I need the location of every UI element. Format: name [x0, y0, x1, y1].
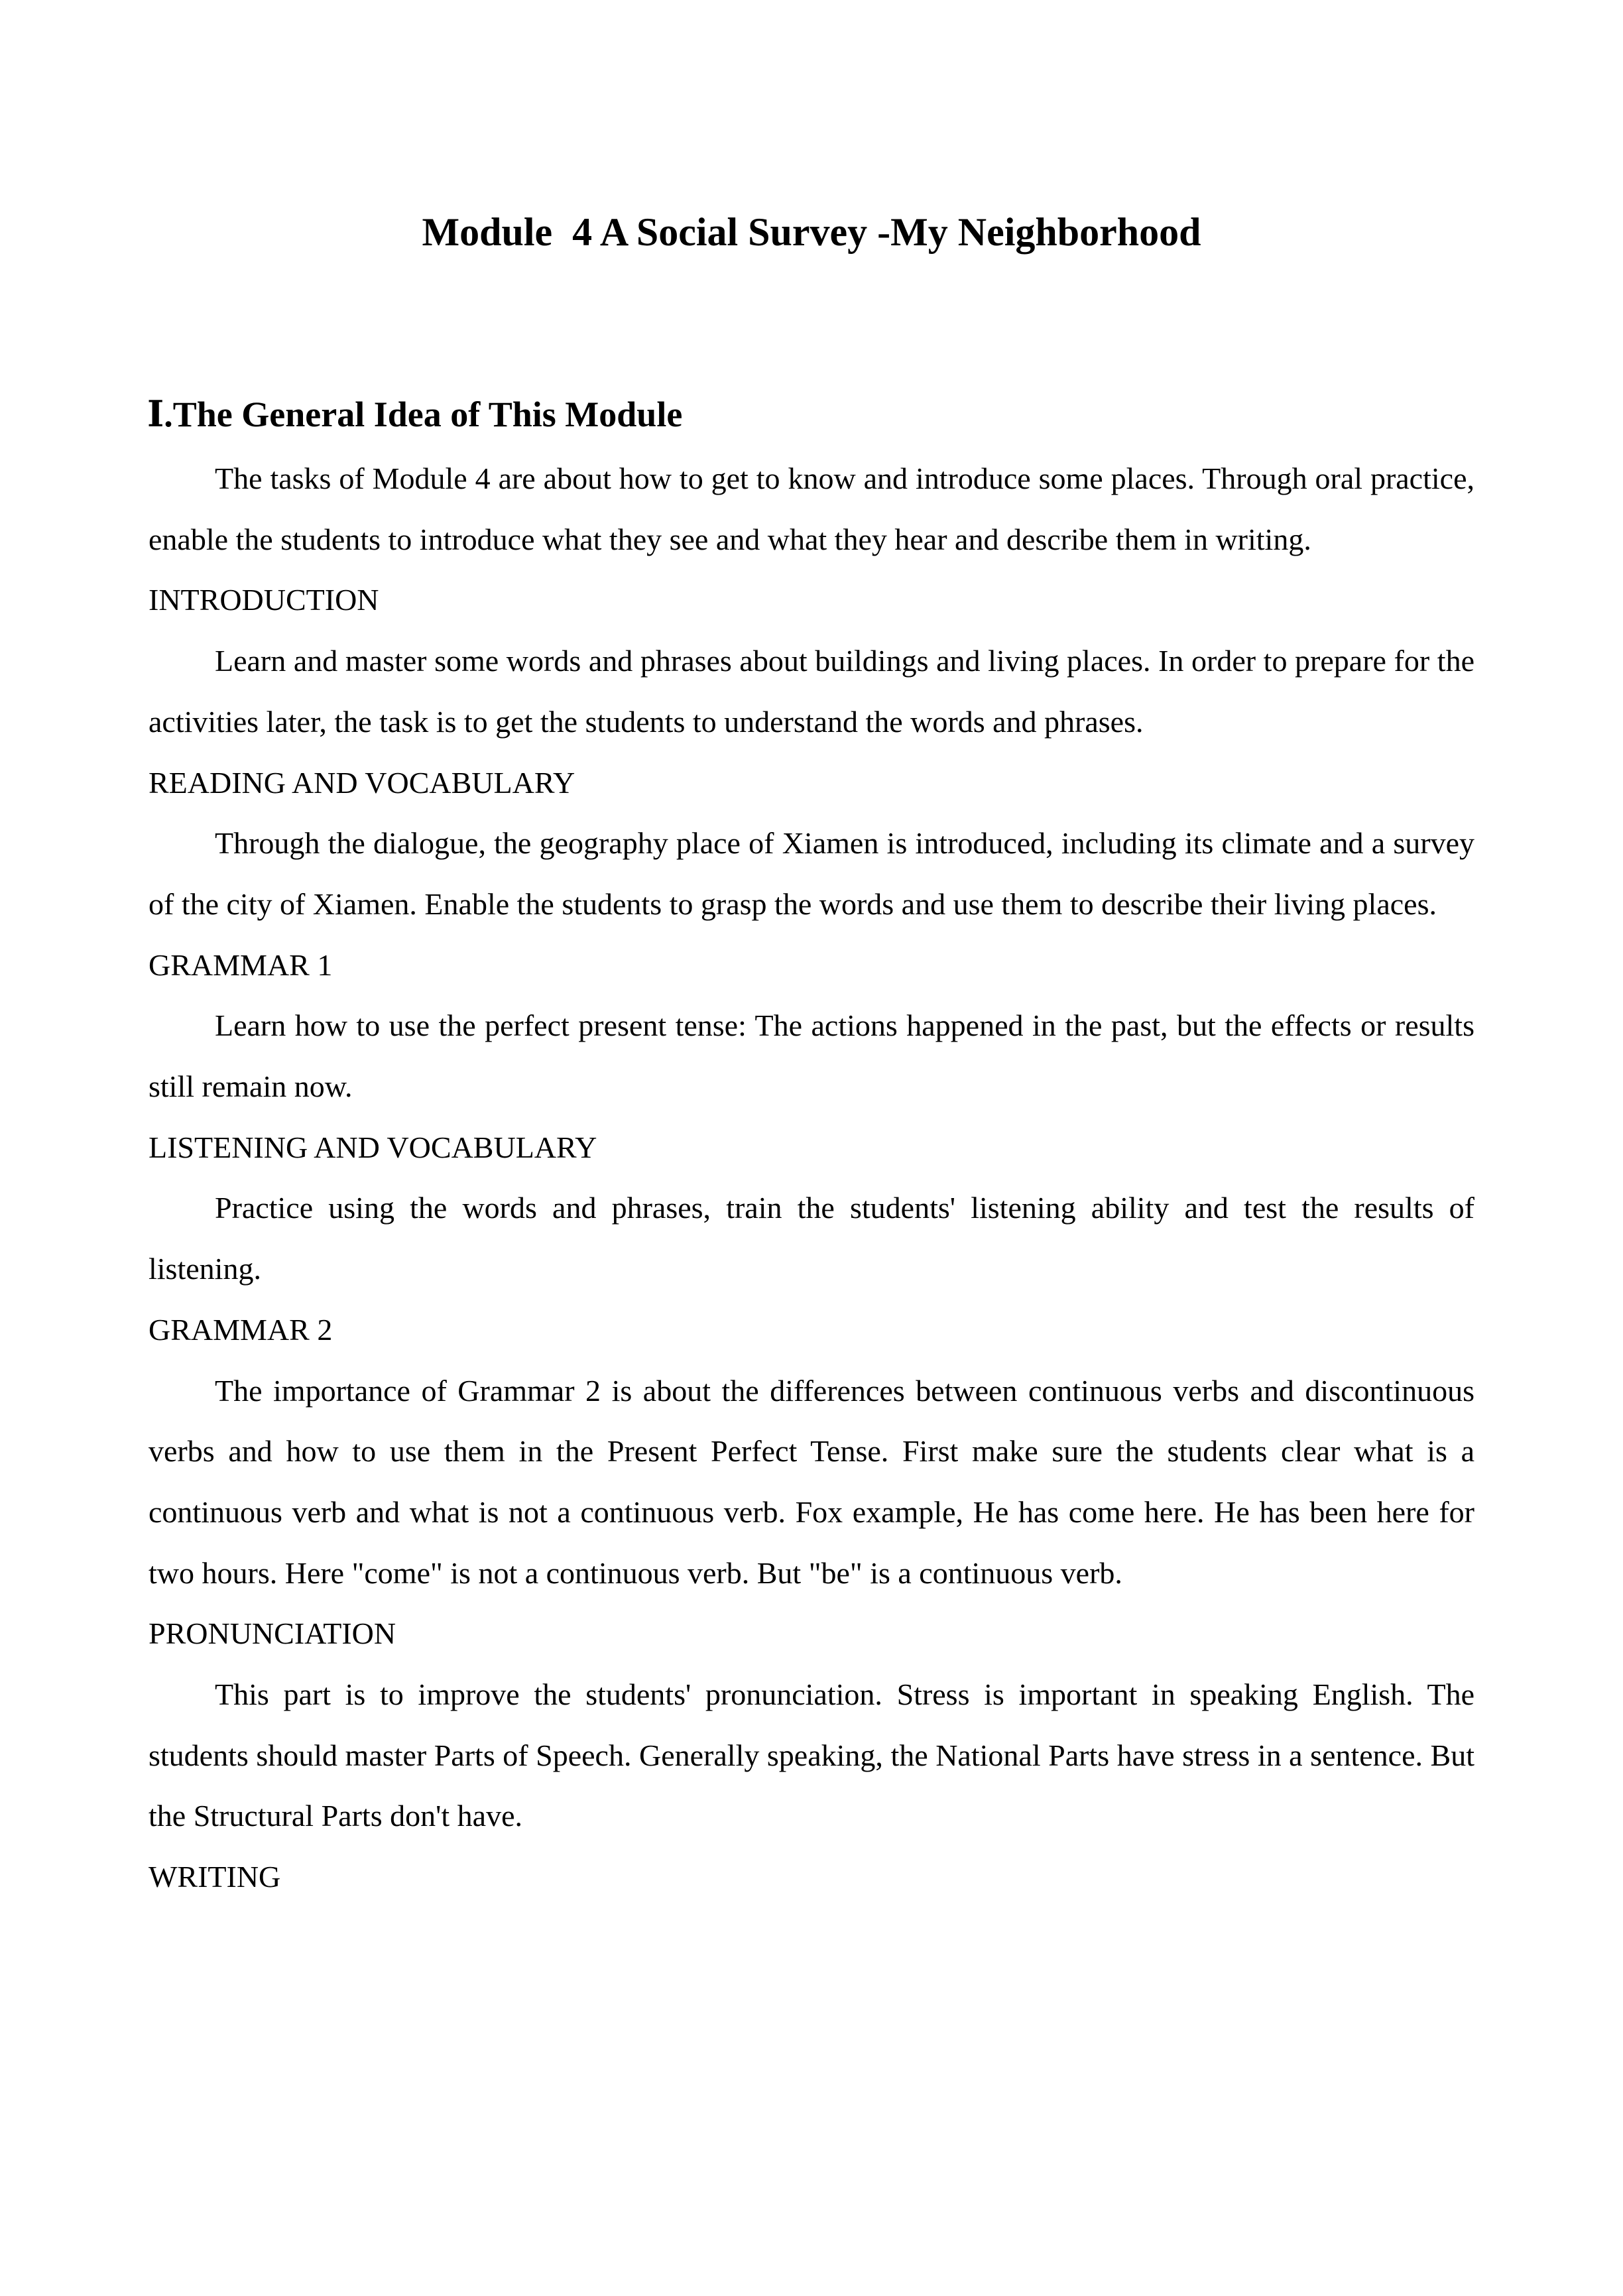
pronunciation-label: PRONUNCIATION [149, 1616, 396, 1651]
listening-label: LISTENING AND VOCABULARY [149, 1130, 597, 1164]
module-content [149, 448, 1474, 1907]
reading-paragraph: Through the dialogue, the geography place of Xiamen is introduced, including its climate and a survey of the city of Xiamen. Enable the students to grasp the words and use them to describe their living places. [149, 826, 1474, 921]
introduction-paragraph: Learn and master some words and phrases about buildings and living places. In order to prepare for the activities later, the task is to get the students to understand the words and phrases. [149, 644, 1474, 739]
grammar1-paragraph: Learn how to use the perfect present tense: The actions happened in the past, but the effects or results still remain now. [149, 1008, 1474, 1104]
grammar2-label: GRAMMAR 2 [149, 1312, 333, 1347]
section-heading: Ⅰ.The General Idea of This Module [147, 394, 683, 434]
grammar1-label: GRAMMAR 1 [149, 947, 333, 982]
intro-paragraph: The tasks of Module 4 are about how to get to know and introduce some places. Through oral practice, enable the students to introduce what they see and what they hear and describe them in writing. [149, 461, 1474, 556]
page-title: Module 4 A Social Survey -My Neighborhood [422, 210, 1201, 254]
introduction-label: INTRODUCTION [149, 583, 379, 617]
reading-label: READING AND VOCABULARY [149, 765, 575, 800]
grammar2-paragraph: The importance of Grammar 2 is about the differences between continuous verbs and discontinuous verbs and how to use them in the Present Perfect Tense. First make sure the students clear what is a continuous verb and what is not a continuous verb. Fox example, He has come here. He has been here for two hours. Here "come" is not a continuous verb. But "be" is a continuous verb. [149, 1373, 1474, 1590]
writing-label: WRITING [149, 1860, 281, 1894]
listening-paragraph: Practice using the words and phrases, train the students' listening ability and test the results of listening. [149, 1191, 1474, 1286]
pronunciation-paragraph: This part is to improve the students' pronunciation. Stress is important in speaking English. The students should master Parts of Speech. Generally speaking, the National Parts have stress in a sentence. But the Structural Parts don't have. [149, 1677, 1474, 1833]
